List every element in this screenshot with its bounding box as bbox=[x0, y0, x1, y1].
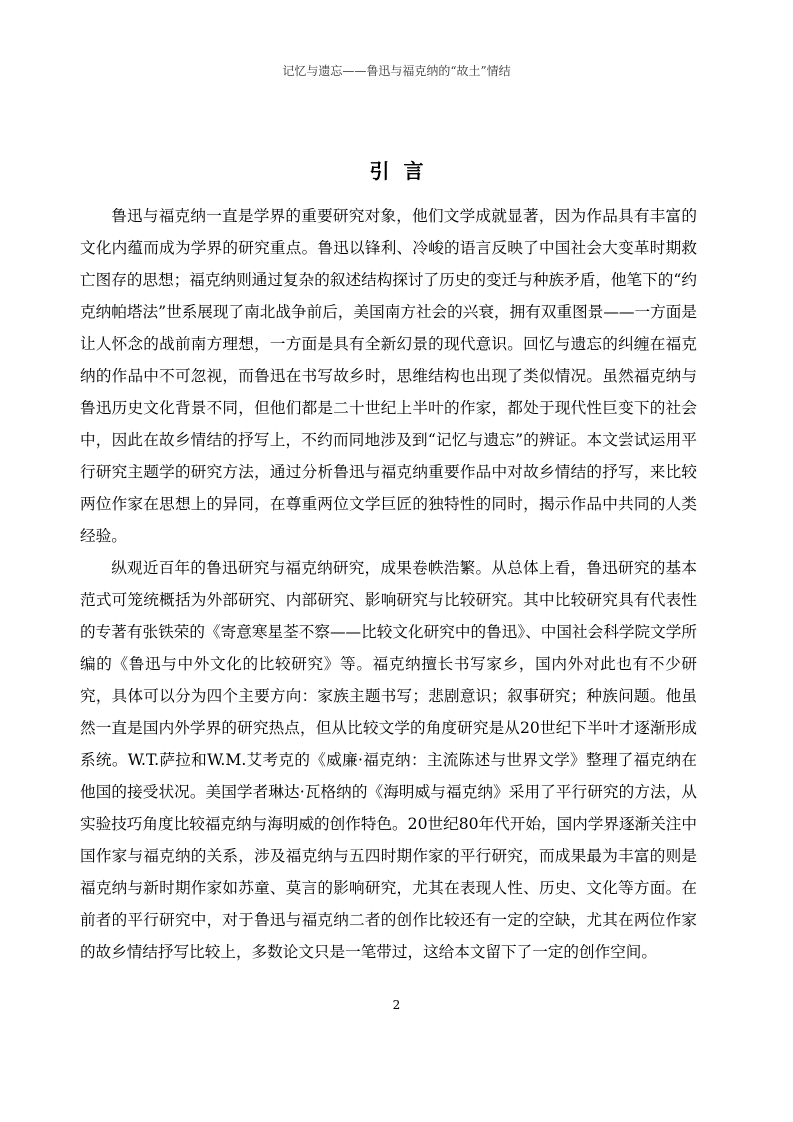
running-header: 记忆与遗忘——鲁迅与福克纳的“故土”情结 bbox=[282, 64, 511, 78]
header-divider bbox=[96, 88, 696, 89]
paragraph-literature-review: 纵观近百年的鲁迅研究与福克纳研究，成果卷帙浩繁。从总体上看，鲁迅研究的基本范式可笼统概括为外部研究、内部研究、影响研究与比较研究。其中比较研究具有代表性的专著有张铁荣的《寄意寒星荃不察——比较文化研究中的鲁迅》、中国社会科学院文学所编的《鲁迅与中外文化的比较研究》等。福克纳擅长书写家乡，国内外对此也有不少研究，具体可以分为四个主要方向：家族主题书写；悲剧意识；叙事研究；种族问题。他虽然一直是国内外学界的研究热点，但从比较文学的角度研究是从20世纪下半叶才逐渐形成系统。W.T.萨拉和W.M.艾考克的《威廉·福克纳：主流陈述与世界文学》整理了福克纳在他国的接受状况。美国学者琳达·瓦格纳的《海明威与福克纳》采用了平行研究的方法，从实验技巧角度比较福克纳与海明威的创作特色。20世纪80年代开始，国内学界逐渐关注中国作家与福克纳的关系，涉及福克纳与五四时期作家的平行研究，而成果最为丰富的则是福克纳与新时期作家如苏童、莫言的影响研究，尤其在表现人性、历史、文化等方面。在前者的平行研究中，对于鲁迅与福克纳二者的创作比较还有一定的空缺，尤其在两位作家的故乡情结抒写比较上，多数论文只是一笔带过，这给本文留下了一定的创作空间。 bbox=[80, 559, 697, 961]
page-number: 2 bbox=[392, 998, 401, 1012]
paragraph-intro: 鲁迅与福克纳一直是学界的重要研究对象，他们文学成就显著，因为作品具有丰富的文化内蕴而成为学界的研究重点。鲁迅以锋利、冷峻的语言反映了中国社会大变革时期救亡图存的思想；福克纳则通过复杂的叙述结构探讨了历史的变迁与种族矛盾，他笔下的“约克纳帕塔法”世系展现了南北战争前后，美国南方社会的兴衰，拥有双重图景——一方面是让人怀念的战前南方理想，一方面是具有全新幻景的现代意识。回忆与遗忘的纠缠在福克纳的作品中不可忽视，而鲁迅在书写故乡时，思维结构也出现了类似情况。虽然福克纳与鲁迅历史文化背景不同，但他们都是二十世纪上半叶的作家，都处于现代性巨变下的社会中，因此在故乡情结的抒写上，不约而同地涉及到“记忆与遗忘”的辨证。本文尝试运用平行研究主题学的研究方法，通过分析鲁迅与福克纳重要作品中对故乡情结的抒写，来比较两位作家在思想上的异同，在尊重两位文学巨匠的独特性的同时，揭示作品中共同的人类经验。 bbox=[80, 207, 697, 545]
body-text bbox=[80, 200, 697, 968]
section-title: 引言 bbox=[369, 159, 438, 184]
